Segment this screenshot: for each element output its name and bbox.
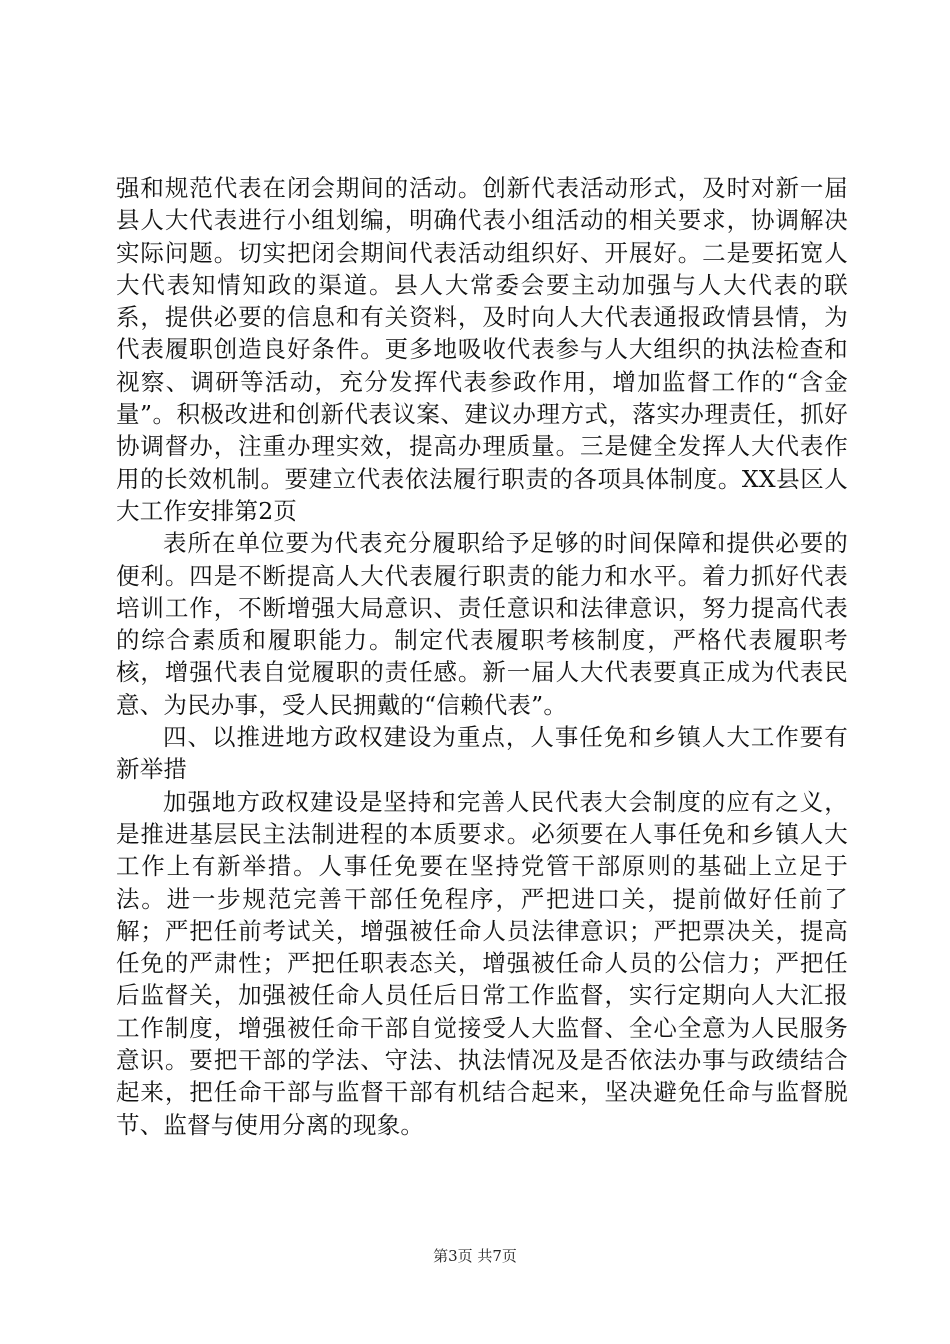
page-number: 第3页 共7页 bbox=[433, 1247, 517, 1265]
paragraph-2: 表所在单位要为代表充分履职给予足够的时间保障和提供必要的便利。四是不断提高人大代表履行职责的能力和水平。着力抓好代表培训工作，不断增强大局意识、责任意识和法律意识，努力提高代表的综合素质和履职能力。制定代表履职考核制度，严格代表履职考核，增强代表自觉履职的责任感。新一届人大代表要真正成为代表民意、为民办事，受人民拥戴的“信赖代表”。 bbox=[116, 529, 848, 719]
paragraph-3: 加强地方政权建设是坚持和完善人民代表大会制度的应有之义，是推进基层民主法制进程的本质要求。必须要在人事任免和乡镇人大工作上有新举措。人事任免要在坚持党管干部原则的基础上立足于法。进一步规范完善干部任免程序，严把进口关，提前做好任前了解；严把任前考试关，增强被任命人员法律意识；严把票决关，提高任免的严肃性；严把任职表态关，增强被任命人员的公信力；严把任后监督关，加强被任命人员任后日常工作监督，实行定期向人大汇报工作制度，增强被任命干部自觉接受人大监督、全心全意为人民服务意识。要把干部的学法、守法、执法情况及是否依法办事与政绩结合起来，把任命干部与监督干部有机结合起来，坚决避免任命与监督脱节、监督与使用分离的现象。 bbox=[116, 787, 848, 1139]
page-footer bbox=[0, 1246, 950, 1266]
section-heading-4: 四、以推进地方政权建设为重点，人事任免和乡镇人大工作要有新举措 bbox=[116, 723, 848, 784]
document-body bbox=[116, 172, 848, 1141]
paragraph-1: 强和规范代表在闭会期间的活动。创新代表活动形式，及时对新一届县人大代表进行小组划编，明确代表小组活动的相关要求，协调解决实际问题。切实把闭会期间代表活动组织好、开展好。二是要拓宽人大代表知情知政的渠道。县人大常委会要主动加强与人大代表的联系，提供必要的信息和有关资料，及时向人大代表通报政情县情，为代表履职创造良好条件。更多地吸收代表参与人大组织的执法检查和视察、调研等活动，充分发挥代表参政作用，增加监督工作的“含金量”。积极改进和创新代表议案、建议办理方式，落实办理责任，抓好协调督办，注重办理实效，提高办理质量。三是健全发挥人大代表作用的长效机制。要建立代表依法履行职责的各项具体制度。XX县区人大工作安排第2页 bbox=[116, 174, 848, 525]
